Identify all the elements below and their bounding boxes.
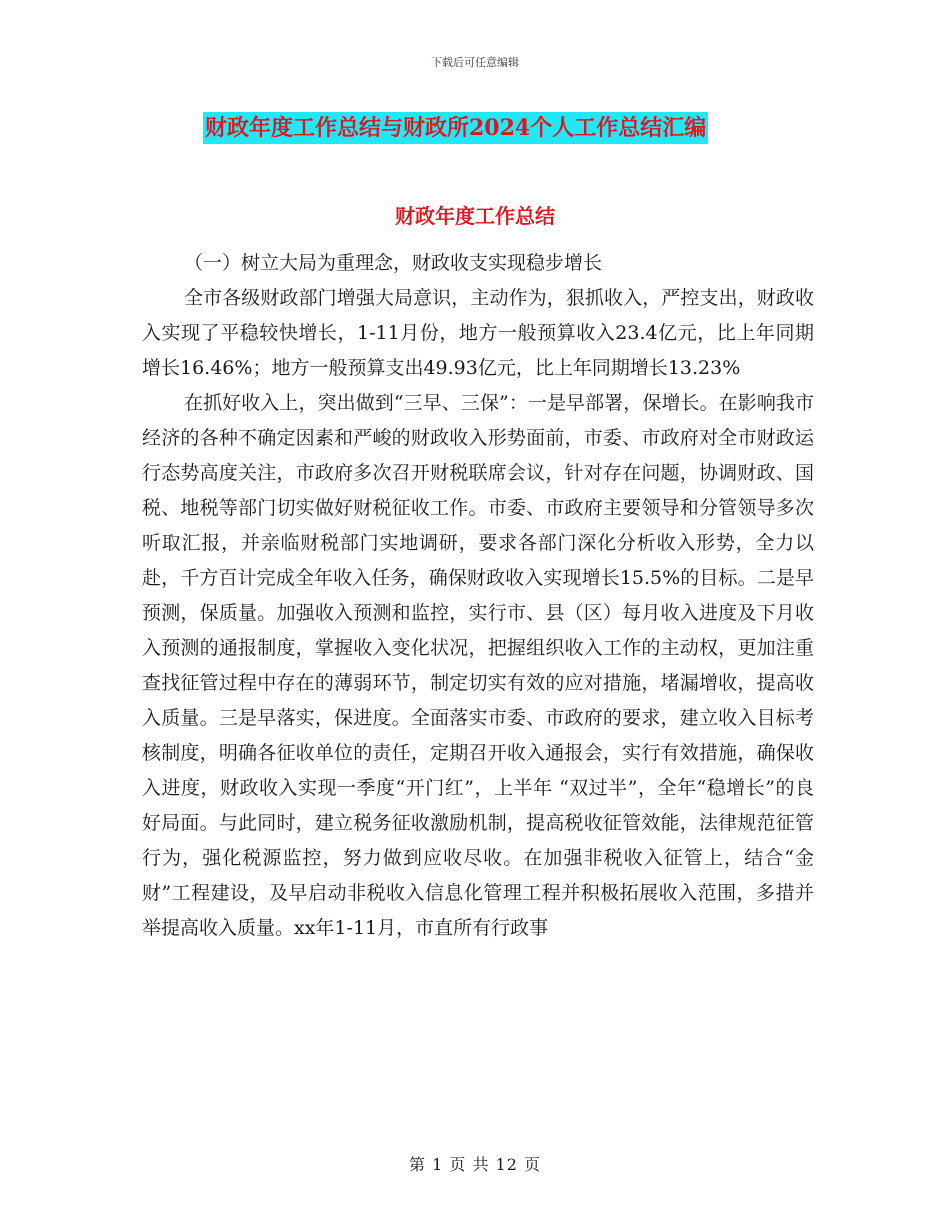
document-body bbox=[142, 246, 814, 946]
document-title: 财政年度工作总结与财政所2024个人工作总结汇编 bbox=[203, 112, 708, 144]
paragraph-2: 在抓好收入上，突出做到“三早、三保”：一是早部署，保增长。在影响我市经济的各种不确定因素和严峻的财政收入形势面前，市委、市政府对全市财政运行态势高度关注，市政府多次召开财税联席会议，针对存在问题，协调财政、国税、地税等部门切实做好财税征收工作。市委、市政府主要领导和分管领导多次听取汇报，并亲临财税部门实地调研，要求各部门深化分析收入形势，全力以赴，千方百计完成全年收入任务，确保财政收入实现增长15.5%的目标。二是早预测，保质量。加强收入预测和监控，实行市、县（区）每月收入进度及下月收入预测的通报制度，掌握收入变化状况，把握组织收入工作的主动权，更加注重查找征管过程中存在的薄弱环节，制定切实有效的应对措施，堵漏增收，提高收入质量。三是早落实，保进度。全面落实市委、市政府的要求，建立收入目标考核制度，明确各征收单位的责任，定期召开收入通报会，实行有效措施，确保收入进度，财政收入实现一季度“开门红”，上半年 “双过半”，全年“稳增长”的良好局面。与此同时，建立税务征收激励机制，提高税收征管效能，法律规范征管行为，强化税源监控，努力做到应收尽收。在加强非税收入征管上，结合“金财”工程建设，及早启动非税收入信息化管理工程并积极拓展收入范围，多措并举提高收入质量。xx年1-11月，市直所有行政事 bbox=[142, 392, 814, 939]
section-heading: （一）树立大局为重理念，财政收支实现稳步增长 bbox=[184, 252, 603, 274]
page-footer: 第 1 页 共 12 页 bbox=[409, 1155, 541, 1174]
paragraph-1: 全市各级财政部门增强大局意识，主动作为，狠抓收入，严控支出，财政收入实现了平稳较快增长，1-11月份，地方一般预算收入23.4亿元，比上年同期增长16.46%；地方一般预算支出49.93亿元，比上年同期增长13.23% bbox=[142, 287, 814, 379]
section-title: 财政年度工作总结 bbox=[395, 204, 555, 228]
header-note: 下载后可任意编辑 bbox=[431, 56, 519, 69]
